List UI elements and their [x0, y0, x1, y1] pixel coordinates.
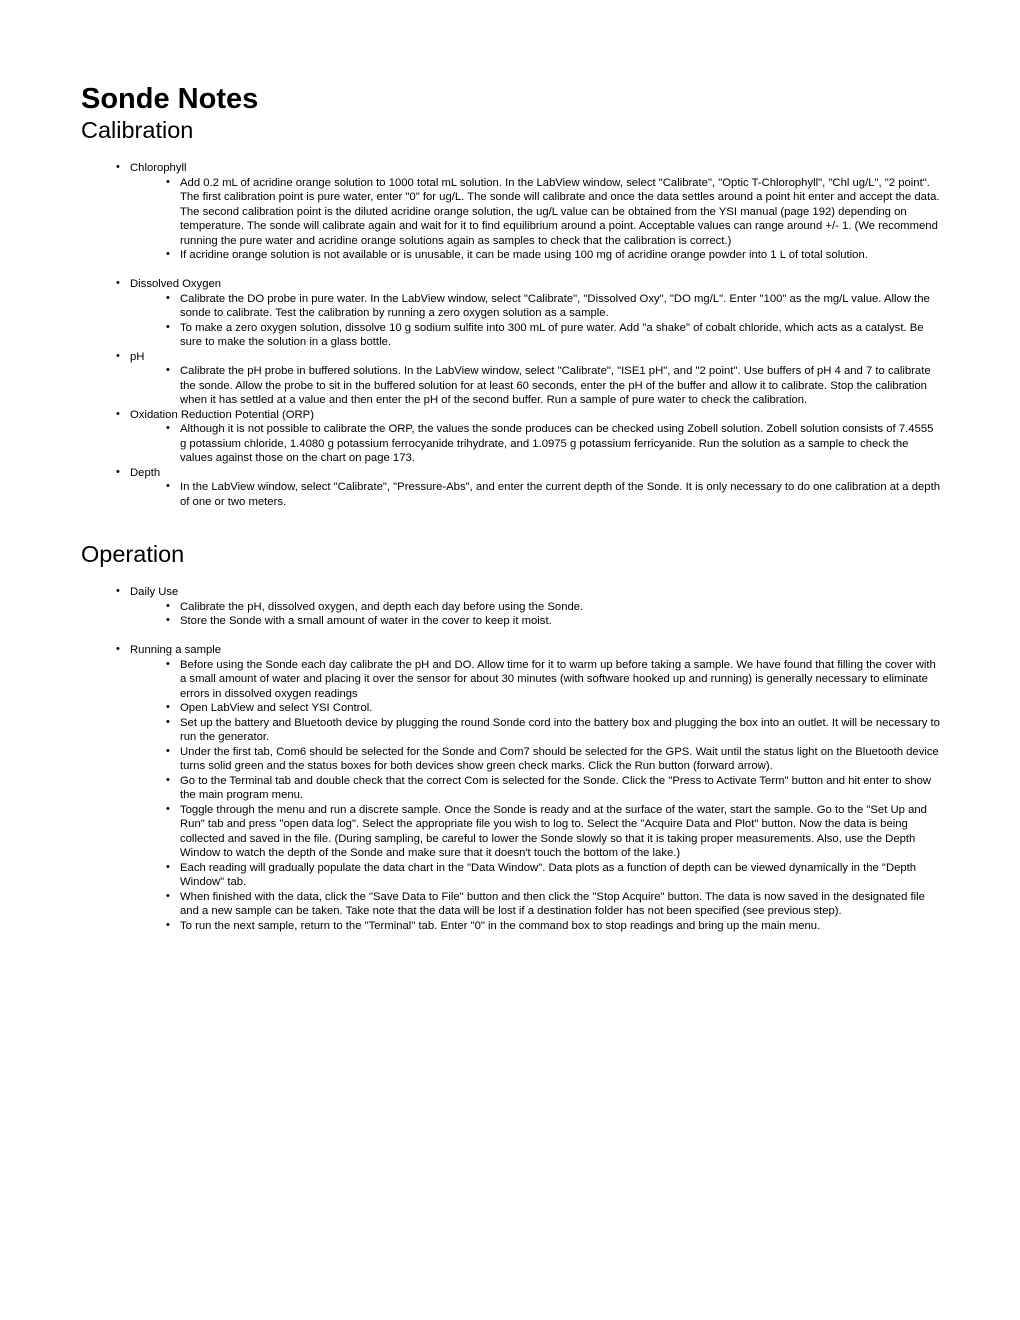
- calibration-heading: Calibration: [81, 117, 194, 143]
- bullet-icon: •: [166, 248, 170, 260]
- list-item-label: Daily Use: [130, 586, 179, 598]
- bullet-icon: •: [116, 407, 120, 420]
- bullet-icon: •: [116, 349, 120, 362]
- sub-list-item-text: Calibrate the DO probe in pure water. In the LabView window, select "Calibrate", "Dissolved Oxy", "DO mg/L". Enter "100" as the mg/L value. Allow the sonde to calibrate. Test the calibration by running a zero oxygen solution as a sample.: [180, 292, 930, 319]
- list-item-label: Chlorophyll: [130, 162, 187, 174]
- bullet-icon: •: [116, 465, 120, 478]
- sub-list-item-text: Toggle through the menu and run a discrete sample. Once the Sonde is ready and at the surface of the water, start the sample. Go to the "Set Up and Run" tab and press "open data log". Select the appropriate file you wish to log to. Select the "Acquire Data and Plot" button. Now the data is being collected and saved in the file. (During sampling, be careful to lower the Sonde slowly so that it is taking proper measurements. Also, use the Depth Window to watch the depth of the Sonde and make sure that it doesn't touch the bottom of the lake.): [180, 803, 927, 859]
- bullet-icon: •: [166, 701, 170, 713]
- sub-list-item-text: Store the Sonde with a small amount of water in the cover to keep it moist.: [180, 615, 552, 627]
- sub-list-item: [166, 364, 941, 408]
- sub-list-item-text: Add 0.2 mL of acridine orange solution to 1000 total mL solution. In the LabView window, select "Calibrate", "Optic T-Chlorophyll", "Chl ug/L", "2 point". The first calibration point is pure water, enter "0" for ug/L. The sonde will calibrate and once the data settles around a point hit enter and accept the data. The second calibration point is the diluted acridine orange solution, the ug/L value can be obtained from the YSI manual (page 192) depending on temperature. The sonde will calibrate again and wait for it to find equilibrium around a point. Acceptable values can range around +/- 1. (We recommend running the pure water and acridine orange solutions again as samples to check that the calibration is correct.): [180, 176, 940, 247]
- sub-list-item: [166, 614, 941, 629]
- list-item-label: Oxidation Reduction Potential (ORP): [130, 408, 314, 421]
- sub-list-item-text: In the LabView window, select "Calibrate", "Pressure-Abs", and enter the current depth of the Sonde. It is only necessary to do one calibration at a depth of one or two meters.: [180, 481, 940, 508]
- bullet-icon: •: [116, 277, 120, 289]
- sub-list-item: [166, 715, 941, 745]
- sub-list-item: [166, 480, 941, 509]
- bullet-icon: •: [166, 715, 170, 728]
- list-item-label: Running a sample: [130, 644, 222, 656]
- bullet-icon: •: [166, 657, 170, 670]
- calibration-list: [81, 161, 941, 509]
- bullet-icon: •: [116, 643, 120, 655]
- sub-list: [130, 658, 941, 934]
- sub-list-item: [166, 860, 941, 890]
- sub-list-item-text: To make a zero oxygen solution, dissolve 10 g sodium sulfite into 300 mL of pure water. Add "a shake" of cobalt chloride, which acts as a catalyst. Be sure to make the solution in a glass bottle.: [180, 321, 924, 348]
- sub-list-item-text: To run the next sample, return to the "Terminal" tab. Enter "0" in the command box to stop readings and bring up the main menu.: [180, 919, 821, 932]
- sub-list-item: [166, 422, 941, 466]
- sub-list-item-text: Go to the Terminal tab and double check that the correct Com is selected for the Sonde. Click the "Press to Activate Term" button and hit enter to show the main program menu.: [180, 774, 932, 801]
- bullet-icon: •: [166, 291, 170, 304]
- sub-list-item-text: Open LabView and select YSI Control.: [180, 702, 373, 714]
- sub-list: [130, 292, 941, 350]
- bullet-icon: •: [166, 773, 170, 786]
- bullet-icon: •: [166, 175, 170, 188]
- bullet-icon: •: [166, 889, 170, 902]
- sub-list-item-text: Set up the battery and Bluetooth device by plugging the round Sonde cord into the battery box and plugging the box into an outlet. It will be necessary to run the generator.: [180, 716, 940, 743]
- sub-list-item: [166, 599, 941, 615]
- list-item-label: Depth: [130, 466, 161, 479]
- bullet-icon: •: [166, 860, 170, 873]
- bullet-icon: •: [166, 364, 170, 376]
- sub-list-item: [166, 802, 941, 861]
- sub-list-item-text: Each reading will gradually populate the data chart in the "Data Window". Data plots as a function of depth can be viewed dynamically in the "Depth Window" tab.: [180, 861, 917, 888]
- sub-list-item: [166, 657, 941, 702]
- list-item-label: pH: [130, 350, 145, 363]
- list-item: [116, 161, 941, 263]
- bullet-icon: •: [166, 744, 170, 757]
- bullet-icon: •: [166, 320, 170, 333]
- sub-list-item-text: Calibrate the pH probe in buffered solutions. In the LabView window, select "Calibrate", "ISE1 pH", and "2 point". Use buffers of pH 4 and 7 to calibrate the sonde. Allow the probe to sit in the buffered solution for at least 60 seconds, enter the pH of the buffer and allow it to calibrate. Stop the calibration when it has settled at a value and then enter the pH of the second buffer. Run a sample of pure water to check the calibration.: [180, 365, 931, 406]
- list-item: [116, 465, 941, 510]
- list-item: [116, 349, 941, 408]
- operation-list: [81, 585, 941, 933]
- sub-list-item: [166, 320, 941, 350]
- list-item: [116, 643, 941, 933]
- page-title: Sonde Notes: [81, 83, 259, 115]
- sub-list: [130, 364, 941, 408]
- sub-list-item: [166, 889, 941, 919]
- list-item: [116, 585, 941, 629]
- sub-list-item-text: Before using the Sonde each day calibrate the pH and DO. Allow time for it to warm up before taking a sample. We have found that filling the cover with a small amount of water and placing it over the sensor for about 30 minutes (with software hooked up and running) is generally necessary to eliminate errors in dissolved oxygen readings: [180, 658, 936, 700]
- sub-list-item-text: If acridine orange solution is not available or is unusable, it can be made using 100 mg of acridine orange powder into 1 L of total solution.: [180, 249, 868, 261]
- bullet-icon: •: [166, 480, 170, 492]
- sub-list-item: [166, 918, 941, 934]
- sub-list: [130, 422, 941, 466]
- bullet-icon: •: [166, 599, 170, 612]
- list-item: [116, 407, 941, 466]
- sub-list-item-text: Under the first tab, Com6 should be selected for the Sonde and Com7 should be selected for the GPS. Wait until the status light on the Bluetooth device turns solid green and the status boxes for both devices show green check marks. Click the Run button (forward arrow).: [180, 745, 939, 772]
- bullet-icon: •: [166, 614, 170, 626]
- sub-list: [130, 176, 941, 263]
- sub-list-item: [166, 291, 941, 321]
- sub-list-item: [166, 701, 941, 716]
- bullet-icon: •: [166, 918, 170, 931]
- bullet-icon: •: [116, 161, 120, 173]
- document-page: [81, 80, 941, 933]
- bullet-icon: •: [166, 422, 170, 434]
- sub-list-item-text: When finished with the data, click the "Save Data to File" button and then click the "Stop Acquire" button. The data is now saved in the designated file and a new sample can be taken. Take note that the data will be lost if a destination folder has not been specified (see previous step).: [180, 890, 925, 917]
- sub-list-item-text: Although it is not possible to calibrate the ORP, the values the sonde produces can be checked using Zobell solution. Zobell solution consists of 7.4555 g potassium chloride, 1.4080 g potassium ferrocyanide trihydrate, and 1.0975 g potassium ferricyanide. Run the solution as a sample to check the values against those on the chart on page 173.: [180, 423, 934, 464]
- bullet-icon: •: [116, 585, 120, 597]
- bullet-icon: •: [166, 802, 170, 815]
- sub-list: [130, 600, 941, 629]
- sub-list-item: [166, 744, 941, 774]
- sub-list-item: [166, 773, 941, 803]
- sub-list: [130, 480, 941, 509]
- sub-list-item: [166, 175, 941, 249]
- list-item: [116, 277, 941, 350]
- list-item-label: Dissolved Oxygen: [130, 278, 222, 290]
- sub-list-item: [166, 248, 941, 263]
- operation-heading: Operation: [81, 541, 185, 567]
- sub-list-item-text: Calibrate the pH, dissolved oxygen, and depth each day before using the Sonde.: [180, 600, 584, 613]
